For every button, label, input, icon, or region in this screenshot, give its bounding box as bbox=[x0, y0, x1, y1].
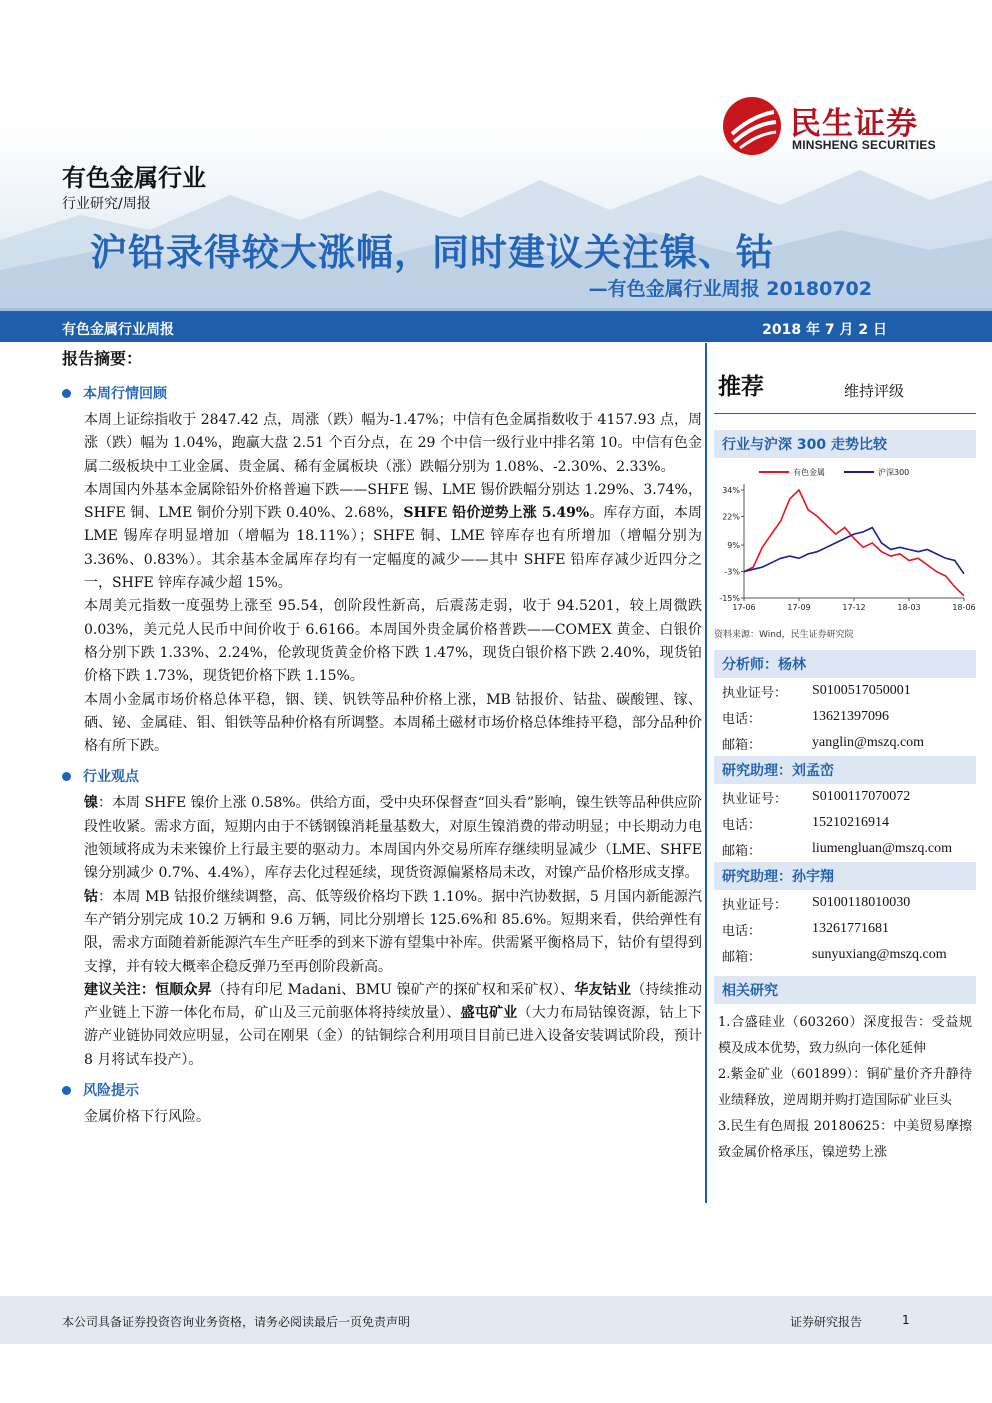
highlight-text: SHFE 铅价逆势上涨 5.49% bbox=[403, 505, 590, 522]
footer-disclaimer: 本公司具备证券投资咨询业务资格，请务必阅读最后一页免责声明 bbox=[62, 1315, 411, 1329]
paragraph bbox=[84, 979, 702, 1072]
column-divider bbox=[705, 343, 707, 1203]
info-key: 电话： bbox=[722, 711, 762, 727]
page-number: 1 bbox=[902, 1313, 910, 1327]
text-span: （大力布局钴镍资源，钴上下游产业链协同效应明显，公司在刚果（金）的钴铜综合利用项目目前已进入设备安装调试阶段，预计 8 月将试车投产）。 bbox=[84, 1005, 703, 1068]
text-span: 。库存方面，本周 LME 锡库存明显增加（增幅为 18.11%）；SHFE 铜、LME 锌库存也有所增加（增幅分别为 3.36%、0.83%）。其余基本金属库存均有一定幅度的减少——其中 SHFE 铅库存减少近四分之一，SHFE 锌库存减少超 15%。 bbox=[84, 505, 702, 592]
logo-mark-icon bbox=[722, 96, 782, 156]
metal-label: 钴 bbox=[84, 888, 99, 905]
email-link[interactable]: liumengluan@mszq.com bbox=[812, 841, 953, 856]
x-tick-label: 17-12 bbox=[842, 603, 866, 612]
series-line-0 bbox=[744, 490, 964, 596]
info-key: 邮箱： bbox=[722, 843, 762, 859]
report-title: 沪铅录得较大涨幅，同时建议关注镍、钴 bbox=[90, 231, 774, 274]
report-subtitle: —有色金属行业周报 20180702 bbox=[588, 278, 872, 300]
text-span: ：本周 SHFE 镍价上涨 0.58%。供给方面，受中央环保督查“回头看”影响，镍生铁等品种供应阶段性收紧。需求方面，短期内由于不锈钢镍消耗量基数大，对原生镍消费的带动明显；中长期动力电池领域将成为未来镍价上行最主要的驱动力。本周国内外交易所库存继续明显减少（LME、SHFE 镍分别减少 0.7%、4.4%），库存去化过程延续，现货资源偏紧格局未改，对镍产品价格形成支撑。 bbox=[84, 795, 703, 882]
info-key: 邮箱： bbox=[722, 737, 762, 753]
paragraph bbox=[84, 792, 702, 885]
paragraph: 金属价格下行风险。 bbox=[84, 1109, 210, 1126]
x-tick-label: 17-06 bbox=[732, 603, 756, 612]
bar-report-name: 有色金属行业周报 bbox=[62, 322, 174, 338]
company-name: 恒顺众昇 bbox=[155, 981, 212, 998]
info-row bbox=[714, 890, 976, 916]
company-name: 华友钴业 bbox=[574, 981, 632, 998]
info-value: S0100517050001 bbox=[812, 683, 911, 698]
report-type: 行业研究/周报 bbox=[62, 196, 151, 212]
info-key: 邮箱： bbox=[722, 949, 762, 965]
metal-label: 镍 bbox=[84, 795, 99, 812]
y-tick-label: 34% bbox=[722, 486, 740, 495]
page-footer bbox=[0, 1296, 992, 1344]
analyst-header: 分析师：杨林 bbox=[714, 650, 976, 678]
info-key: 电话： bbox=[722, 817, 762, 833]
info-value: 15210216914 bbox=[812, 815, 889, 830]
section-title: 风险提示 bbox=[83, 1083, 139, 1100]
company-logo bbox=[722, 96, 962, 160]
assistant-header: 研究助理：刘孟峦 bbox=[714, 756, 976, 784]
paragraph: 本周小金属市场价格总体平稳，铟、镁、钒铁等品种价格上涨，MB 钴报价、钴盐、碳酸锂、镓、硒、铋、金属硅、钼、钼铁等品种价格有所调整。本周稀土磁材市场价格总体维持平稳，部分品种价格有所下跌。 bbox=[84, 691, 702, 755]
info-row bbox=[714, 784, 976, 810]
info-row bbox=[714, 704, 976, 730]
trend-chart bbox=[714, 460, 976, 625]
info-key: 电话： bbox=[722, 923, 762, 939]
assistant-header: 研究助理：孙宇翔 bbox=[714, 862, 976, 890]
bullet-icon bbox=[62, 772, 71, 781]
legend-label: 沪深300 bbox=[878, 468, 910, 477]
info-row bbox=[714, 836, 976, 862]
bar-date: 2018 年 7 月 2 日 bbox=[762, 322, 887, 338]
text-span: （持续推动产业链上下游一体化布局，矿山及三元前驱体将持续放量）、 bbox=[84, 981, 703, 1022]
bullet-icon bbox=[62, 1086, 71, 1095]
y-tick-label: 22% bbox=[722, 512, 740, 522]
info-row bbox=[714, 810, 976, 836]
y-tick-label: -15% bbox=[719, 594, 740, 603]
x-tick-label: 17-09 bbox=[787, 603, 811, 612]
footer-report-type: 证券研究报告 bbox=[790, 1315, 863, 1329]
email-link[interactable]: yanglin@mszq.com bbox=[812, 735, 925, 750]
info-row bbox=[714, 942, 976, 968]
related-header: 相关研究 bbox=[714, 976, 976, 1004]
y-tick-label: 9% bbox=[727, 541, 740, 551]
paragraph: 本周上证综指收于 2847.42 点，周涨（跌）幅为-1.47%；中信有色金属指数收于 4157.93 点，周涨（跌）幅为 1.04%，跑赢大盘 2.51 个百分点，在 29 个中信一级行业中排名第 10。中信有色金属二级板块中工业金属、贵金属、稀有金属板块（涨）跌幅分别为 1.08%、-2.30%、2.33%。 bbox=[84, 412, 702, 475]
info-key: 执业证号： bbox=[722, 685, 788, 701]
info-value: S0100118010030 bbox=[812, 895, 911, 910]
industry-label: 有色金属行业 bbox=[62, 164, 206, 192]
rating-value: 维持评级 bbox=[844, 382, 905, 400]
info-value: 13621397096 bbox=[812, 709, 889, 724]
info-value: 13261771681 bbox=[812, 921, 889, 936]
title-bar bbox=[0, 308, 992, 342]
y-tick-label: -3% bbox=[724, 567, 740, 577]
info-key: 执业证号： bbox=[722, 791, 788, 807]
section-title: 行业观点 bbox=[83, 769, 139, 786]
info-row bbox=[714, 678, 976, 704]
section-title: 本周行情回顾 bbox=[83, 386, 167, 402]
report-header bbox=[0, 0, 992, 340]
rating-label: 推荐 bbox=[718, 374, 764, 400]
related-item[interactable]: 2.紫金矿业（601899）：铜矿量价齐升静待业绩释放，逆周期并购打造国际矿业巨头 bbox=[718, 1067, 972, 1108]
sidebar bbox=[714, 346, 976, 1166]
related-item[interactable]: 3.民生有色周报 20180625：中美贸易摩擦致金属价格承压，镍逆势上涨 bbox=[718, 1119, 972, 1160]
logo-text-cn: 民生证券 bbox=[790, 106, 918, 142]
section-heading bbox=[62, 383, 702, 403]
text-span: 本周国内外基本金属除铅外价格普遍下跌——SHFE 锡、LME 锡价跌幅分别达 1.29%、3.74%，SHFE 铜、LME 铜价分别下跌 0.40%、2.68%， bbox=[84, 481, 702, 522]
logo-text-en: MINSHENG SECURITIES bbox=[792, 138, 936, 152]
related-list bbox=[714, 1004, 976, 1166]
rec-label: 建议关注： bbox=[84, 981, 156, 998]
assistant-info bbox=[714, 784, 976, 862]
bullet-icon bbox=[62, 389, 71, 398]
info-row bbox=[714, 730, 976, 756]
rating-box bbox=[714, 346, 976, 414]
chart-source: 资料来源：Wind，民生证券研究院 bbox=[714, 630, 854, 640]
paragraph bbox=[84, 886, 702, 979]
main-content bbox=[62, 346, 702, 1129]
chart-title: 行业与沪深 300 走势比较 bbox=[714, 430, 976, 458]
section-heading bbox=[62, 766, 702, 786]
paragraph: 本周美元指数一度强势上涨至 95.54，创阶段性新高，后震荡走弱，收于 94.5201，较上周微跌 0.03%，美元兑人民币中间价收于 6.6166。本周国外贵金属价格普跌——COMEX 黄金、白银价格分别下跌 1.33%、2.24%，伦敦现货黄金价格下跌 1.47%，现货白银价格下跌 2.40%，现货铂价格下跌 1.73%，现货钯价格下跌 1.15%。 bbox=[84, 598, 702, 685]
paragraph bbox=[84, 479, 702, 595]
company-name: 盛屯矿业 bbox=[460, 1005, 518, 1022]
chart-svg bbox=[714, 460, 976, 625]
text-span: （持有印尼 Madani、BMU 镍矿产的探矿权和采矿权）、 bbox=[211, 981, 575, 998]
email-link[interactable]: sunyuxiang@mszq.com bbox=[812, 947, 947, 962]
info-key: 执业证号： bbox=[722, 897, 788, 913]
analyst-info bbox=[714, 678, 976, 756]
section-heading bbox=[62, 1080, 702, 1100]
x-tick-label: 18-03 bbox=[897, 603, 921, 612]
info-row bbox=[714, 916, 976, 942]
x-tick-label: 18-06 bbox=[952, 603, 976, 612]
assistant-info bbox=[714, 890, 976, 968]
summary-label: 报告摘要： bbox=[62, 349, 143, 368]
legend-label: 有色金属 bbox=[793, 468, 825, 477]
info-value: S0100117070072 bbox=[812, 789, 911, 804]
related-item[interactable]: 1.合盛硅业（603260）深度报告：受益规模及成本优势，致力纵向一体化延伸 bbox=[718, 1015, 972, 1056]
text-span: ：本周 MB 钴报价继续调整，高、低等级价格均下跌 1.10%。据中汽协数据，5 月国内新能源汽车产销分别完成 10.2 万辆和 9.6 万辆，同比分别增长 125.6%和 85.6%。短期来看，供给弹性有限，需求方面随着新能源汽车生产旺季的到来下游有望集中补库。供需紧平衡格局下，钴价有望得到支撑，并有较大概率企稳反弹乃至再创阶段新高。 bbox=[84, 888, 702, 975]
